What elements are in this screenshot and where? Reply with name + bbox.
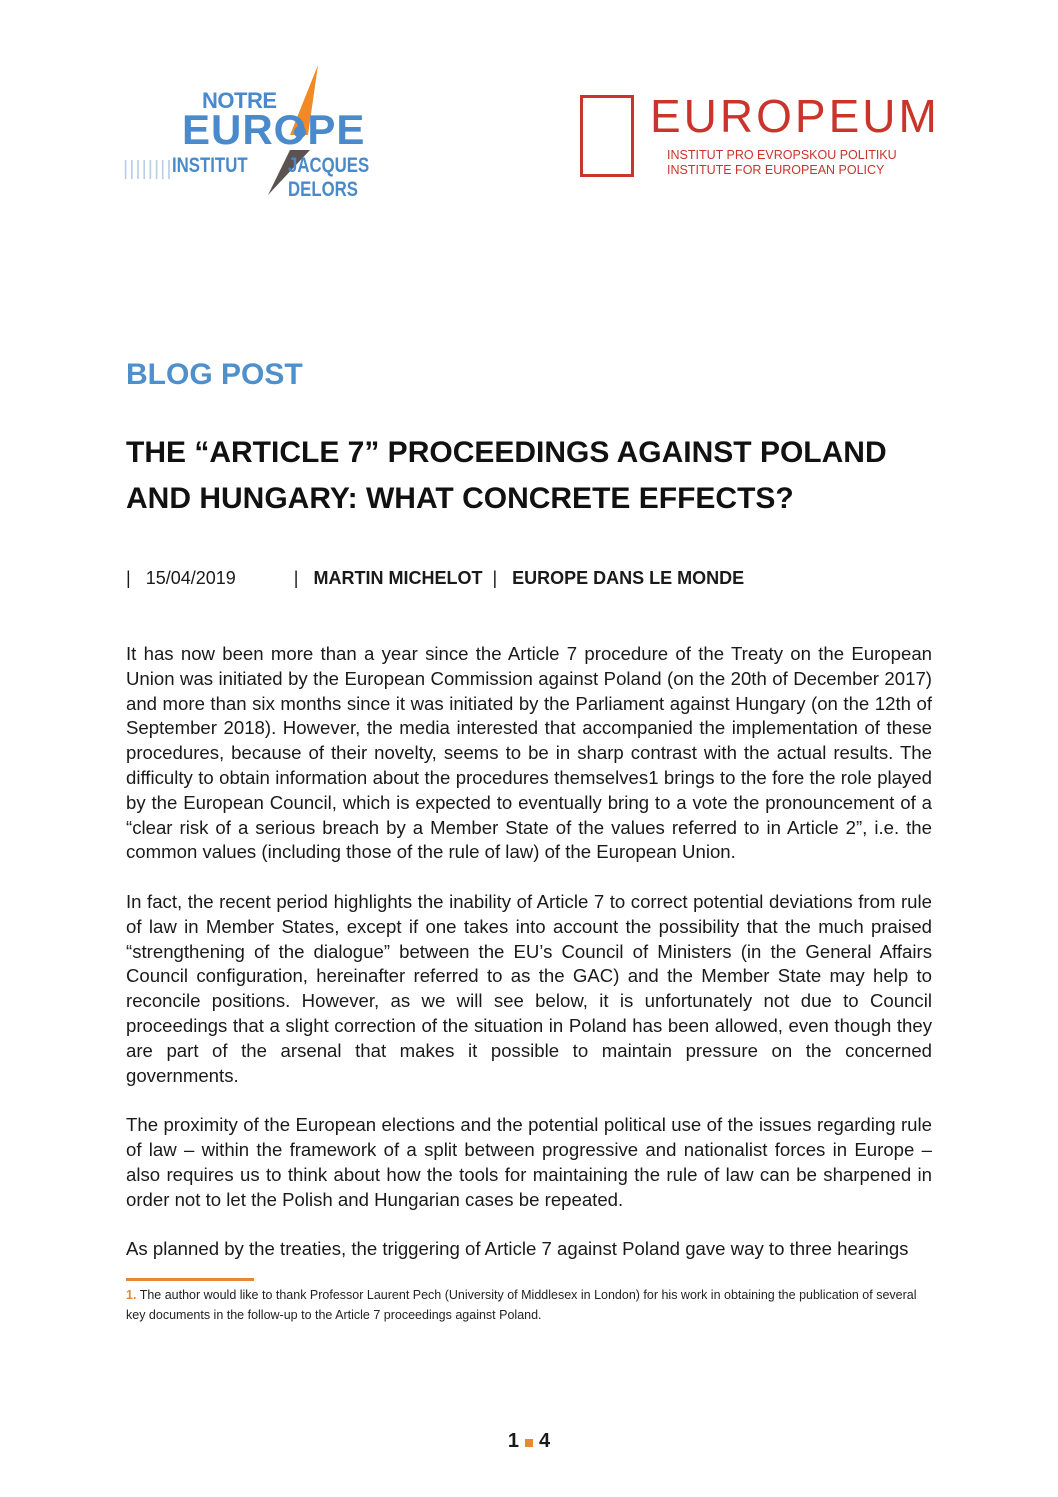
date: 15/04/2019 [145,568,236,588]
paragraph: It has now been more than a year since the Article 7 procedure of the Treaty on the European Union was initiated by the European Commission against Poland (on the 20th of December 2017) and more than six months since it was initiated by the Parliament against Hungary (on the 12th of September 2018). However, the media interested that accompanied the implementation of these procedures, because of their novelty, seems to be in sharp contrast with the actual results. The difficulty to obtain information about the procedures themselves1 brings to the fore the role played by the European Council, which is expected to eventually bring to a vote the pronouncement of a “clear risk of a serious breach by a Member State of the values referred to in Article 2”, i.e. the common values (including those of the rule of law) of the European Union. [126,643,932,863]
notre-europe-logo: NOTRE EUROPE |||||||| INSTITUT JACQUES DELORS [120,60,440,210]
bars-decoration: |||||||| [123,158,173,180]
separator: | [126,568,146,588]
author: MARTIN MICHELOT [313,568,483,588]
footnote-divider [126,1278,254,1281]
category-label: BLOG POST [126,358,303,391]
footnote [126,1285,926,1325]
logo-frame [580,95,634,177]
page-number: 1 4 [507,1430,551,1452]
footnote-text: The author would like to thank Professor Laurent Pech (University of Middlesex in London) for his work in obtaining the publication of several key documents in the follow-up to the Article 7 proceedings against Poland. [126,1288,917,1322]
separator-square-icon [525,1439,533,1447]
page-title: THE “ARTICLE 7” PROCEEDINGS AGAINST POLAND AND HUNGARY: WHAT CONCRETE EFFECTS? [126,436,887,515]
footnote-number: 1. [126,1288,137,1302]
separator: | [482,568,513,588]
paragraph: In fact, the recent period highlights the inability of Article 7 to correct potential deviations from rule of law in Member States, except if one takes into account the possibility that the much praised “strengthening of the dialogue” between the EU’s Council of Ministers (in the General Affairs Council configuration, hereinafter referred to as the GAC) and the Member State may help to reconcile positions. However, as we will see below, it is unfortunately not due to Council proceedings that a slight correction of the situation in Poland has been allowed, even though they are part of the arsenal that makes it possible to maintain pressure on the concerned governments. [126,890,932,1086]
europeum-logo: EUROPEUM INSTITUT PRO EVROPSKOU POLITIKU INSTITUTE FOR EUROPEAN POLICY [580,95,940,175]
section: EUROPE DANS LE MONDE [512,568,745,588]
paragraph: The proximity of the European elections and the potential political use of the issues regarding rule of law – within the framework of a split between progressive and nationalist forces in Europe – also requires us to think about how the tools for maintaining the rule of law can be sharpened in order not to let the Polish and Hungarian cases be repeated. [126,1114,932,1210]
paragraph: As planned by the treaties, the triggering of Article 7 against Poland gave way to three hearings [126,1238,909,1260]
separator: | [293,568,314,588]
article-body [126,642,932,1287]
article-meta [126,568,744,589]
